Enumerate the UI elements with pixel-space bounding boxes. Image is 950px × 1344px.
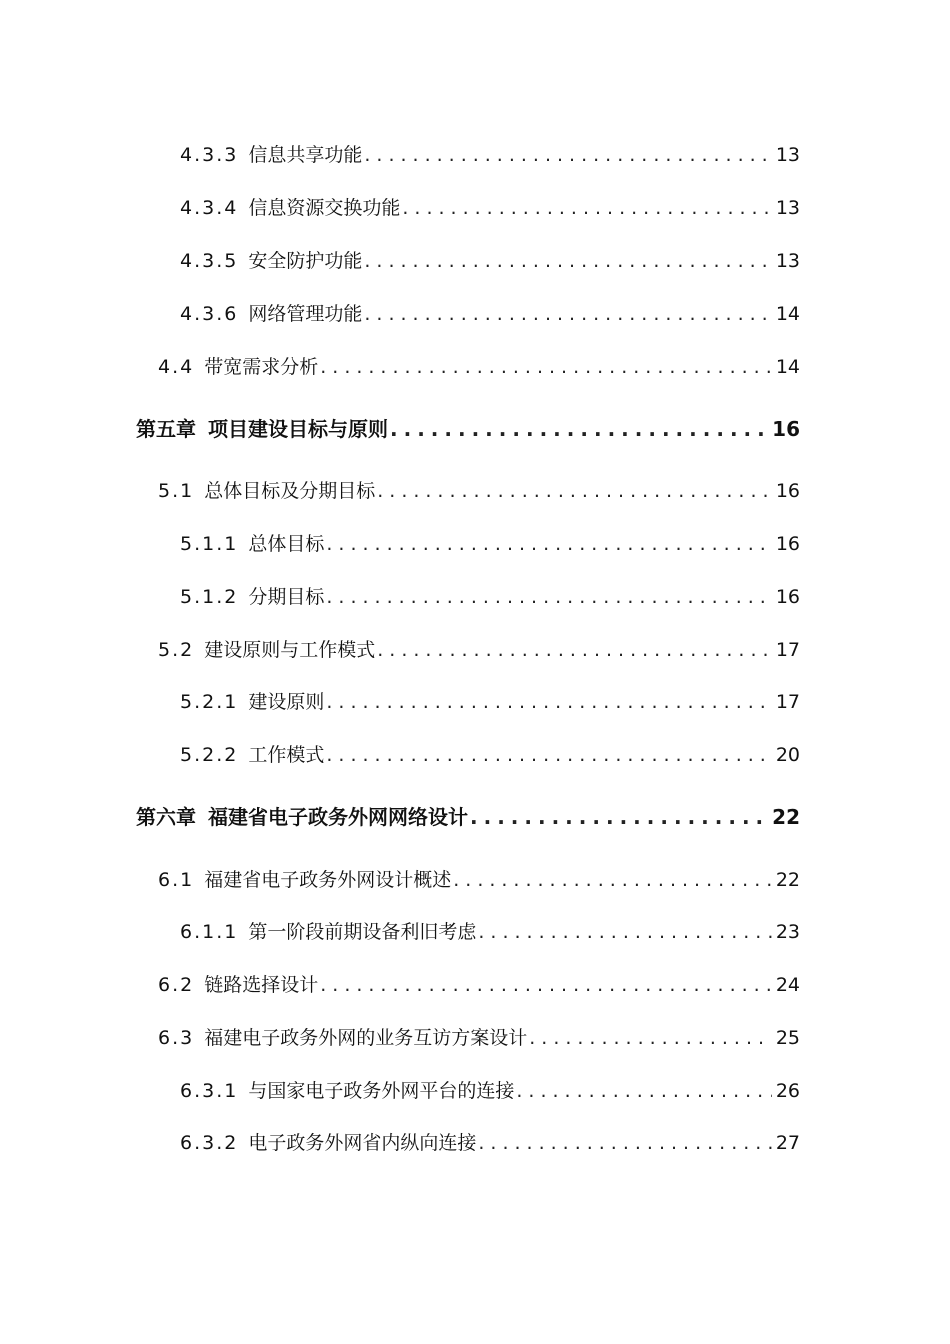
toc-entry[interactable] [158, 1023, 800, 1053]
toc-entry-number: 4.4 [158, 356, 195, 378]
toc-leader-dots [326, 687, 771, 717]
toc-entry-title: 分期目标 [248, 586, 325, 608]
toc-entry-number: 4.3.5 [180, 250, 239, 272]
toc-entry-title: 网络管理功能 [248, 303, 363, 325]
toc-leader-dots [364, 246, 771, 276]
toc-leader-dots [402, 193, 771, 223]
toc-entry-title: 福建省电子政务外网设计概述 [204, 869, 452, 891]
toc-entry-number: 5.2.2 [180, 744, 239, 766]
toc-entry-page: 22 [775, 869, 800, 891]
toc-entry[interactable] [180, 740, 800, 770]
toc-entry-number: 4.3.3 [180, 144, 239, 166]
toc-leader-dots [320, 352, 772, 382]
toc-entry[interactable] [180, 1128, 800, 1158]
toc-leader-dots [478, 1128, 771, 1158]
toc-entry-page: 16 [772, 417, 800, 441]
toc-entry-title: 建设原则与工作模式 [204, 639, 376, 661]
toc-leader-dots [364, 299, 771, 329]
toc-entry-number: 5.2 [158, 639, 195, 661]
toc-entry-title: 工作模式 [248, 744, 325, 766]
toc-entry-page: 14 [775, 303, 800, 325]
toc-chapter-entry[interactable] [136, 802, 800, 832]
toc-chapter-title: 项目建设目标与原则 [208, 417, 388, 441]
toc-entry-number: 4.3.4 [180, 197, 239, 219]
toc-entry[interactable] [180, 299, 800, 329]
toc-entry-title: 与国家电子政务外网平台的连接 [248, 1080, 515, 1102]
toc-chapter-entry[interactable] [136, 414, 800, 444]
toc-entry-number: 5.1.2 [180, 586, 239, 608]
toc-entry-number: 6.2 [158, 974, 195, 996]
toc-entry-title: 信息共享功能 [248, 144, 363, 166]
toc-entry-page: 13 [775, 197, 800, 219]
toc-leader-dots [529, 1023, 772, 1053]
toc-entry-number: 5.1.1 [180, 533, 239, 555]
toc-entry[interactable] [180, 687, 800, 717]
toc-leader-dots [470, 802, 768, 832]
toc-entry[interactable] [180, 193, 800, 223]
toc-entry-number: 5.1 [158, 480, 195, 502]
toc-leader-dots [478, 917, 771, 947]
toc-entry-title: 第一阶段前期设备利旧考虑 [248, 921, 477, 943]
toc-entry-page: 23 [775, 921, 800, 943]
toc-entry-title: 链路选择设计 [204, 974, 319, 996]
toc-entry-number: 6.3.2 [180, 1132, 239, 1154]
toc-entry[interactable] [180, 246, 800, 276]
toc-entry-page: 24 [775, 974, 800, 996]
toc-entry-page: 17 [775, 691, 800, 713]
toc-entry-title: 福建电子政务外网的业务互访方案设计 [204, 1027, 528, 1049]
toc-entry-title: 建设原则 [248, 691, 325, 713]
toc-entry-number: 6.1.1 [180, 921, 239, 943]
toc-entry-page: 20 [775, 744, 800, 766]
toc-entry[interactable] [158, 970, 800, 1000]
toc-entry-page: 16 [775, 533, 800, 555]
toc-entry-title: 总体目标 [248, 533, 325, 555]
toc-leader-dots [364, 140, 771, 170]
toc-entry-page: 16 [775, 480, 800, 502]
toc-entry-page: 17 [775, 639, 800, 661]
toc-chapter-number: 第六章 [136, 805, 196, 829]
toc-entry-number: 6.1 [158, 869, 195, 891]
toc-entry-title: 电子政务外网省内纵向连接 [248, 1132, 477, 1154]
toc-chapter-number: 第五章 [136, 417, 196, 441]
toc-entry[interactable] [180, 582, 800, 612]
toc-entry-number: 5.2.1 [180, 691, 239, 713]
toc-entry-number: 6.3.1 [180, 1080, 239, 1102]
toc-entry-page: 14 [775, 356, 800, 378]
toc-entry-page: 22 [772, 805, 800, 829]
toc-entry-page: 26 [775, 1080, 800, 1102]
toc-leader-dots [377, 476, 772, 506]
toc-leader-dots [453, 865, 772, 895]
toc-leader-dots [390, 414, 768, 444]
toc-entry-page: 16 [775, 586, 800, 608]
toc-leader-dots [326, 740, 771, 770]
toc-entry-number: 4.3.6 [180, 303, 239, 325]
toc-leader-dots [516, 1076, 771, 1106]
toc-entry[interactable] [158, 635, 800, 665]
toc-entry[interactable] [158, 865, 800, 895]
toc-entry-page: 27 [775, 1132, 800, 1154]
toc-entry[interactable] [180, 917, 800, 947]
toc-entry[interactable] [158, 352, 800, 382]
toc-entry[interactable] [180, 529, 800, 559]
toc-entry-page: 13 [775, 250, 800, 272]
toc-entry-page: 25 [775, 1027, 800, 1049]
toc-entry-page: 13 [775, 144, 800, 166]
toc-entry-number: 6.3 [158, 1027, 195, 1049]
toc-entry-title: 信息资源交换功能 [248, 197, 401, 219]
toc-entry[interactable] [180, 1076, 800, 1106]
toc-entry-title: 安全防护功能 [248, 250, 363, 272]
toc-leader-dots [326, 582, 771, 612]
toc-entry[interactable] [158, 476, 800, 506]
toc-leader-dots [326, 529, 771, 559]
toc-entry-title: 总体目标及分期目标 [204, 480, 376, 502]
toc-entry[interactable] [180, 140, 800, 170]
toc-leader-dots [377, 635, 772, 665]
toc-chapter-title: 福建省电子政务外网网络设计 [208, 805, 468, 829]
toc-leader-dots [320, 970, 772, 1000]
toc-entry-title: 带宽需求分析 [204, 356, 319, 378]
